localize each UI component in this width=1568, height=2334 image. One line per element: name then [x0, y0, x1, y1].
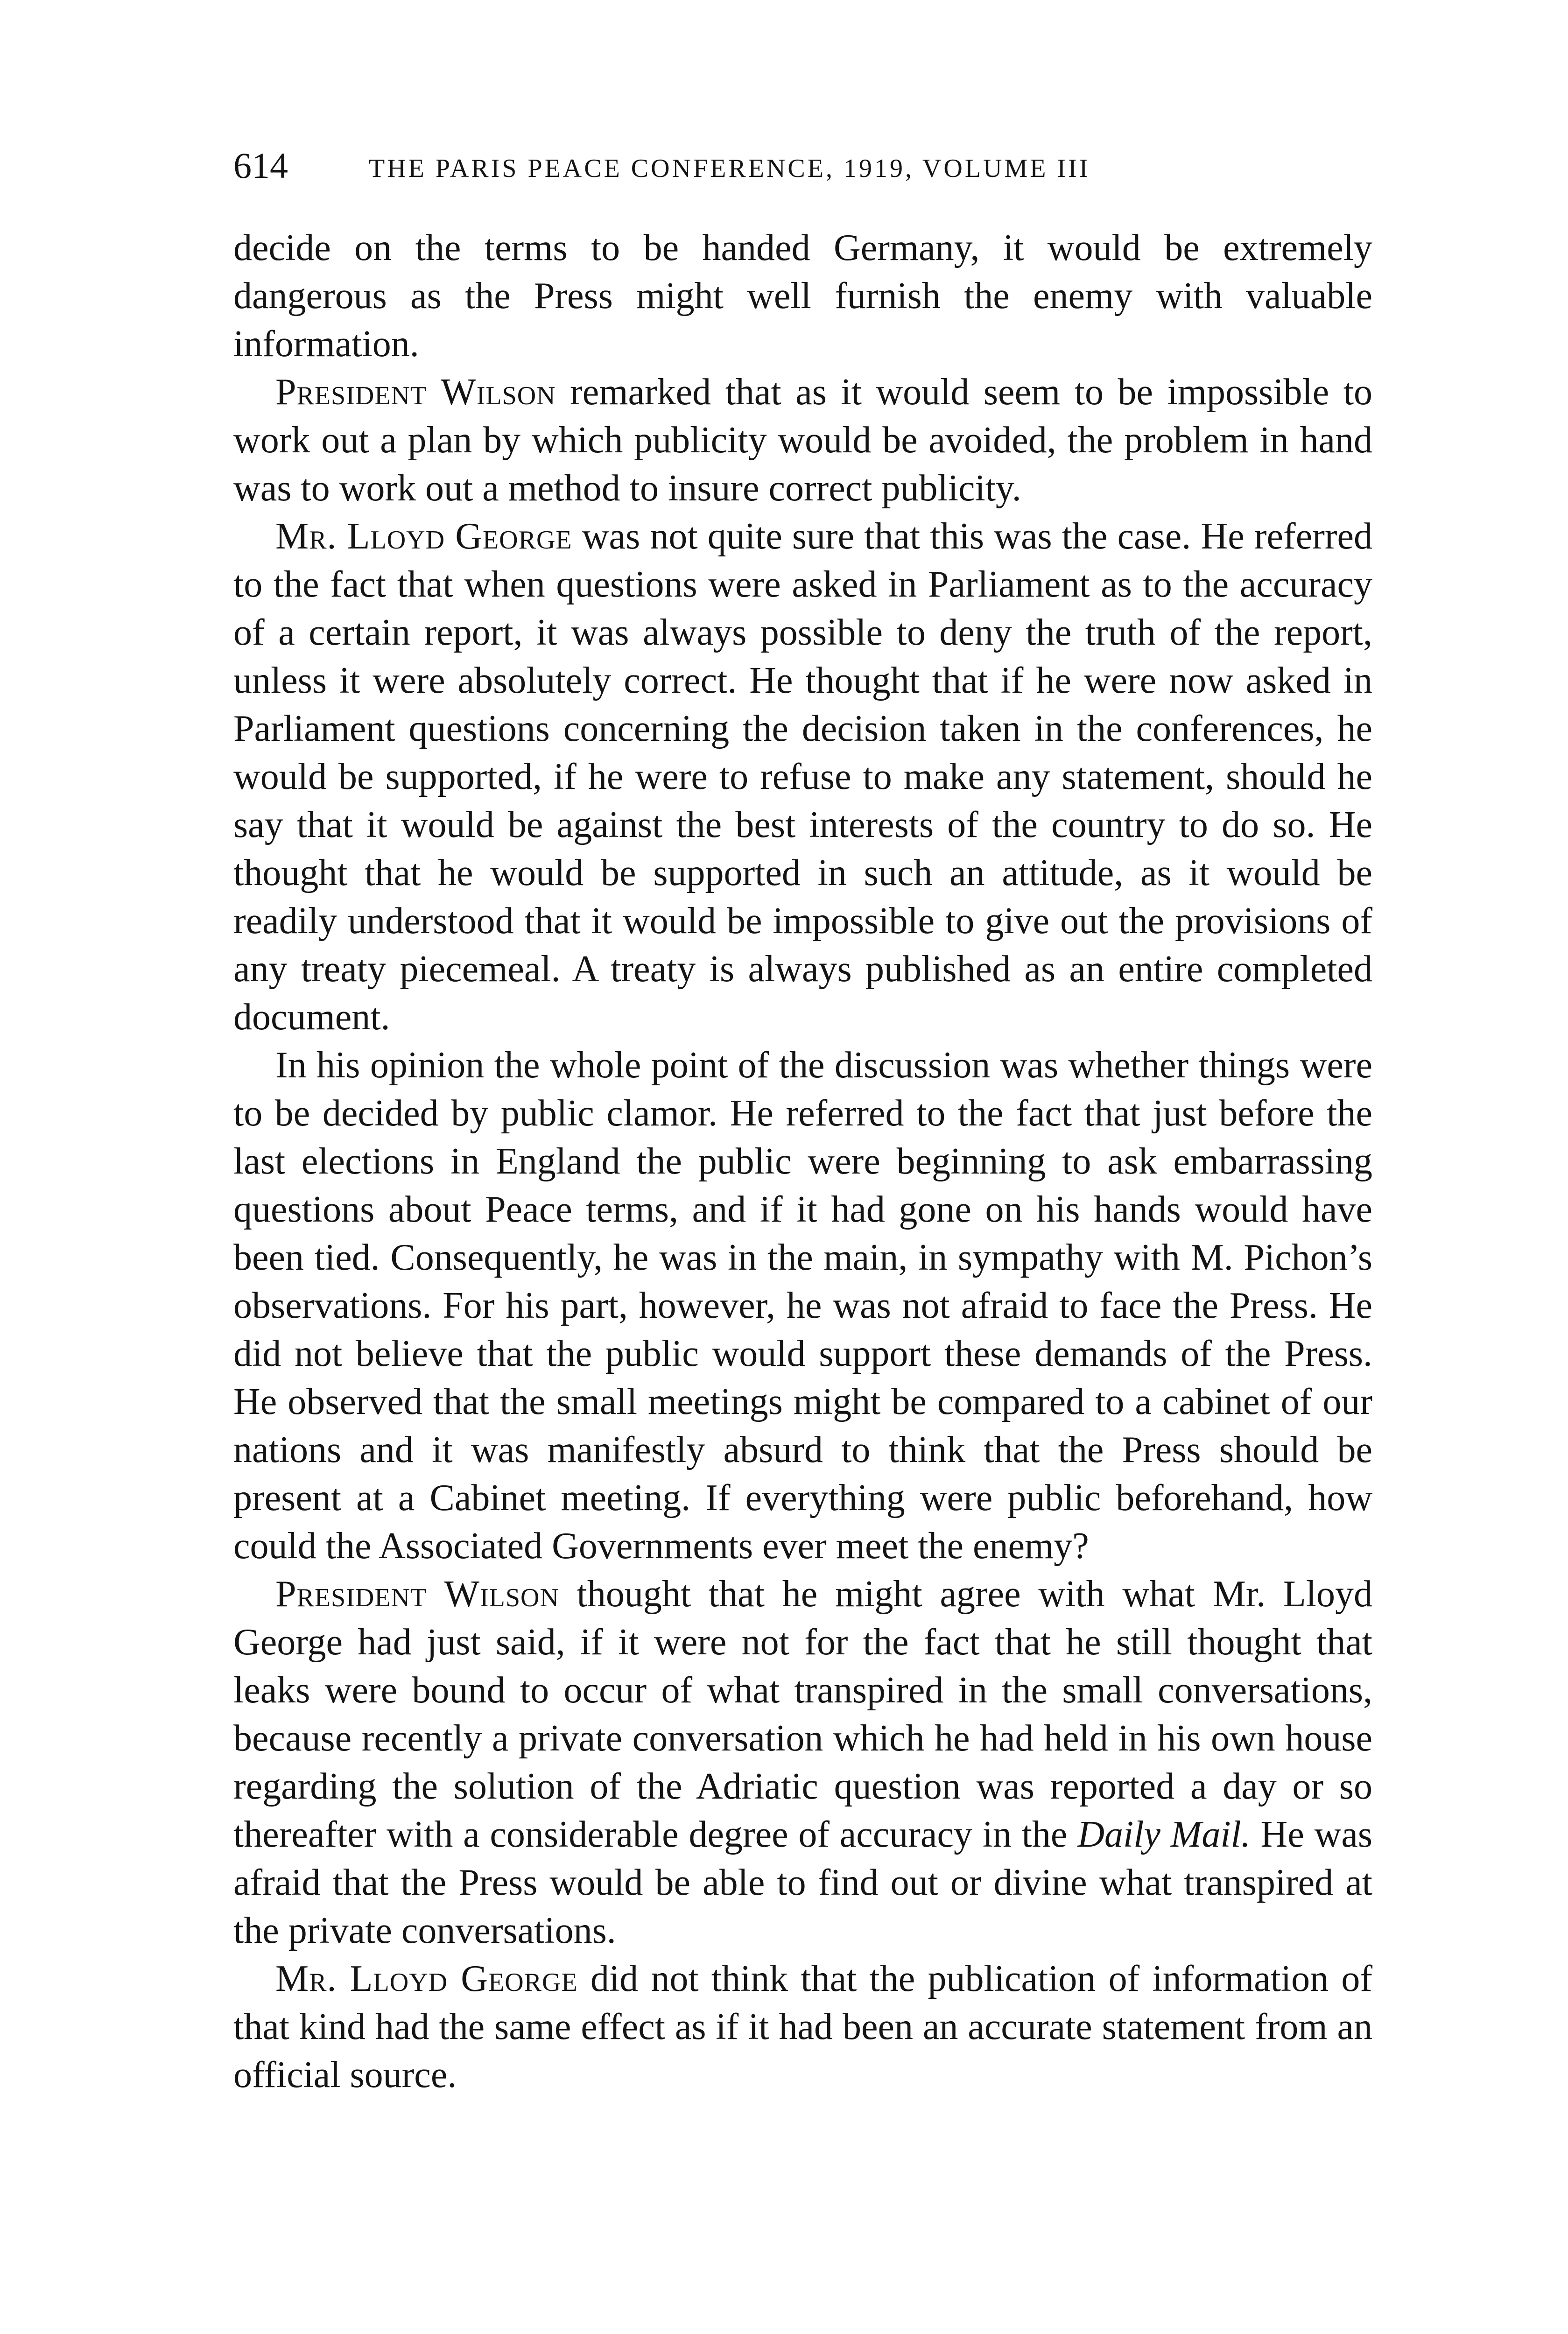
paragraph-text: In his opinion the whole point of the discussion was whether things were to be decided by public clamor. He referred to the fact that just before the last elections in England the public were beginning to ask embarrassing questions about Peace terms, and if it had gone on his hands would have been tied. Consequently, he was in the main, in sympathy with M. Pichon’s observations. For his part, however, he was not afraid to face the Press. He did not believe that the public would support these demands of the Press. He observed that the small meetings might be compared to a cabinet of our nations and it was manifestly absurd to think that the Press should be present at a Cabinet meeting. If everything were public beforehand, how could the Associated Governments ever meet the enemy?: [233, 1045, 1372, 1567]
paragraph-text: decide on the terms to be handed Germany, it would be extremely dangerous as the Press might well furnish the enemy with valuable information.: [233, 227, 1372, 365]
paragraph-president-wilson-1: [233, 368, 1372, 513]
paragraph-text: was not quite sure that this was the case. He referred to the fact that when questions were asked in Parliament as to the accuracy of a certain report, it was always possible to deny the truth of the report, unless it were absolutely correct. He thought that if he were now asked in Parliament questions concerning the decision taken in the conferences, he would be supported, if he were to refuse to make any statement, should he say that it would be against the best interests of the country to do so. He thought that he would be supported in such an attitude, as it would be readily understood that it would be impossible to give out the provisions of any treaty piecemeal. A treaty is always published as an entire completed document.: [233, 516, 1372, 1038]
paragraph-lloyd-george-3: [233, 1955, 1372, 2099]
paragraph-text: remarked that as it would seem to be impossible to work out a plan by which publicity would be avoided, the problem in hand was to work out a method to insure correct publicity.: [233, 372, 1372, 509]
page-number: 614: [233, 145, 288, 186]
paragraph-lloyd-george-2: [233, 1041, 1372, 1570]
running-title: THE PARIS PEACE CONFERENCE, 1919, VOLUME III: [369, 154, 1090, 183]
speaker-name: Mr. Lloyd George: [275, 516, 572, 557]
paragraph-lloyd-george-1: [233, 513, 1372, 1041]
paragraph-president-wilson-2: [233, 1570, 1372, 1955]
paragraph-continuation: [233, 224, 1372, 368]
newspaper-title: Daily Mail.: [1077, 1814, 1251, 1855]
speaker-name: President Wilson: [275, 1574, 559, 1615]
paragraph-text: did not think that the publication of information of that kind had the same effect as if it had been an accurate statement from an official source.: [233, 1958, 1372, 2095]
speaker-name: Mr. Lloyd George: [275, 1958, 578, 1999]
running-head: [233, 140, 1372, 191]
paragraph-text: thought that he might agree with what Mr. Lloyd George had just said, if it were not for the fact that he still thought that leaks were bound to occur of what transpired in the small conversations, because recently a private conversation which he had held in his own house regarding the solution of the Adriatic question was reported a day or so thereafter with a considerable degree of accuracy in the: [233, 1574, 1373, 1855]
body-text: [233, 224, 1372, 2099]
paragraph-text: He was afraid that the Press would be able to find out or divine what transpired at the private conversations.: [233, 1814, 1372, 1951]
speaker-name: President Wilson: [275, 372, 556, 413]
